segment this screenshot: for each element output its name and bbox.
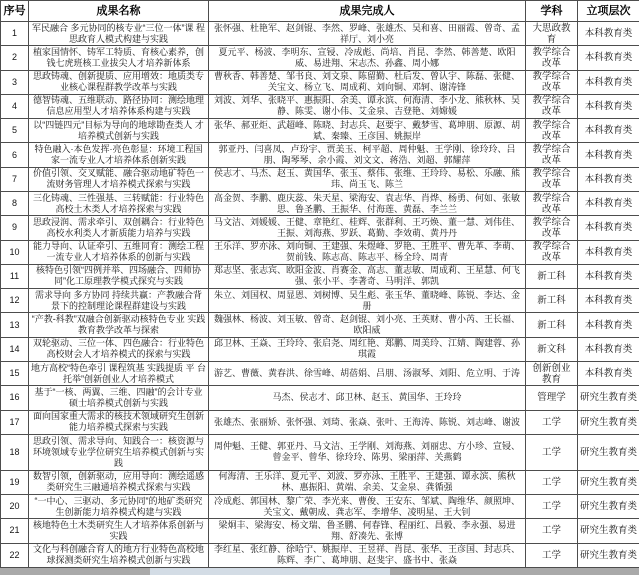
cell-level: 研究生教育类 (578, 519, 639, 543)
cell-level: 本科教育类 (578, 46, 639, 70)
table-row (1, 240, 639, 264)
cell-level: 研究生教育类 (578, 410, 639, 434)
cell-index: 3 (1, 70, 29, 94)
table-row (1, 313, 639, 337)
cell-discipline: 工学 (526, 410, 578, 434)
table-row (1, 119, 639, 143)
cell-name: 需求导向 多方协同 持续共赢：产教融合背 景下的控制理论课程群建设与实践 (29, 289, 209, 313)
cell-index: 18 (1, 434, 29, 470)
cell-index: 17 (1, 410, 29, 434)
cell-discipline: 教学综合改革 (526, 46, 578, 70)
table-row (1, 410, 639, 434)
cell-authors: 张雄杰、张丽娇、张怀强、刘琦、张焱、张叶、王海涛、陈锐、刘志峰、谢波 (209, 410, 526, 434)
table-row (1, 167, 639, 191)
cell-discipline: 教学综合改革 (526, 167, 578, 191)
cell-authors: 周仲魁、王健、郭亚丹、马文洁、王学刚、刘海燕、刘丽忠、方小珍、宣锓、曾金平、曾华、徐玲玲、陈男、梁丽萍、关燕鹤 (209, 434, 526, 470)
cell-name: 能力导向、认证牵引、五维同育：测绘工程 一流专业人才培养体系的创新与实践 (29, 240, 209, 264)
horizontal-scrollbar[interactable] (0, 568, 639, 575)
cell-name: 面向国家重大需求的核技术领域研究生创新能力培养模式探索与实践 (29, 410, 209, 434)
cell-level: 研究生教育类 (578, 470, 639, 494)
cell-level: 研究生教育类 (578, 434, 639, 470)
table-row (1, 191, 639, 215)
cell-discipline: 新工科 (526, 313, 578, 337)
table-row (1, 143, 639, 167)
cell-name: 价值引领、交叉赋能、融合驱动地矿特色一 流财务管理人才培养模式探索与实践 (29, 167, 209, 191)
cell-name: 以“四链四元”目标为导向的地球勘查类人 才培养模式创新与实践 (29, 119, 209, 143)
table-row (1, 494, 639, 518)
cell-index: 16 (1, 386, 29, 410)
table-row (1, 94, 639, 118)
cell-authors: 李红星、张红静、徐哈宁、姚振岸、王昱祥、肖昆、张华、王彦国、封志兵、陈辉、李广、葛坤朋、赵斐宇、盛书中、张焱 (209, 543, 526, 567)
cell-discipline: 工学 (526, 519, 578, 543)
table-row (1, 289, 639, 313)
column-header-level: 立项层次 (578, 1, 639, 22)
cell-authors: 刘波、刘华、张晓平、惠振阳、余美、谭永滨、何海清、李小龙、熊秋林、吴静、陈雯、谢小伟、艾金泉、吉登艳、刘嫦媛 (209, 94, 526, 118)
cell-level: 本科教育类 (578, 143, 639, 167)
cell-discipline: 大思政教育 (526, 22, 578, 46)
cell-name: 核特色引领“四例并举、四场融合、四师协 同”化工原理教学模式探究与实践 (29, 264, 209, 288)
cell-discipline: 工学 (526, 543, 578, 567)
cell-name: 文化与科创融合育人的地方行业特色高校地球探测类研究生培养模式创新与实践 (29, 543, 209, 567)
cell-authors: 王乐洋、罗亦泳、刘向铜、王建强、朱煜峰、罗艳、王胜平、曹先革、李萌、贺前钱、陈志高、陈志平、杨全玲、周青 (209, 240, 526, 264)
horizontal-scrollbar-thumb[interactable] (150, 568, 390, 575)
cell-name: 思政浸润、需求牵引、双创耦合：行业特色 高校水利类人才新质能力培养与实践 (29, 216, 209, 240)
cell-discipline: 工学 (526, 434, 578, 470)
table-row (1, 264, 639, 288)
cell-index: 13 (1, 313, 29, 337)
cell-level: 研究生教育类 (578, 543, 639, 567)
cell-discipline: 新工科 (526, 289, 578, 313)
cell-name: 基于“一核、两翼、三维、四融”的会计专业硕士培养模式创新与实践 (29, 386, 209, 410)
cell-discipline: 教学综合改革 (526, 119, 578, 143)
cell-discipline: 管理学 (526, 386, 578, 410)
cell-index: 14 (1, 337, 29, 361)
cell-authors: 梁炯丰、梁海安、杨文瑞、鲁圣鹏、何春锋、程丽红、昌毅、李永强、易进翔、舒凑先、张博 (209, 519, 526, 543)
cell-index: 6 (1, 143, 29, 167)
column-header-discipline: 学科 (526, 1, 578, 22)
cell-authors: 郑志坚、张志宾、欧阳金波、肖赛金、高志、董志敏、周成莉、王星慧、何飞强、张小平、李著奇、马明洋、郭凯 (209, 264, 526, 288)
cell-index: 15 (1, 361, 29, 385)
cell-level: 本科教育类 (578, 240, 639, 264)
cell-name: 思政铸魂、创新提质、应用增效：地质类专 业核心课程群教学改革与实践 (29, 70, 209, 94)
table-row (1, 22, 639, 46)
cell-authors: 张怀强、杜艳军、赵剑锟、李然、罗峰、张雄杰、吴和喜、田丽霞、曾奇、孟祥厅、刘小亮 (209, 22, 526, 46)
cell-level: 本科教育类 (578, 264, 639, 288)
cell-name: 核地特色土木类研究生人才培养体系创新与实践 (29, 519, 209, 543)
cell-discipline: 新文科 (526, 337, 578, 361)
cell-authors: 何海清、王乐洋、夏元平、刘波、罗亦泳、王胜平、王建强、谭永滨、熊秋林、惠振阳、黄端、余美、艾金泉、龚循强 (209, 470, 526, 494)
table-row (1, 519, 639, 543)
cell-level: 本科教育类 (578, 361, 639, 385)
table-row (1, 434, 639, 470)
cell-index: 7 (1, 167, 29, 191)
cell-discipline: 教学综合改革 (526, 191, 578, 215)
cell-authors: 朱立、刘国权、周显恩、刘树博、吴生彪、张玉华、董晓峰、陈锐、李达、金册 (209, 289, 526, 313)
cell-level: 本科教育类 (578, 313, 639, 337)
cell-discipline: 教学综合改革 (526, 216, 578, 240)
cell-index: 9 (1, 216, 29, 240)
cell-level: 本科教育类 (578, 167, 639, 191)
cell-authors: 张华、郝亚炬、武超峰、陈晓、封志兵、赵要宇、戴梦雪、葛坤朋、原源、胡斌、秦臻、王彦国、姚振岸 (209, 119, 526, 143)
table-row (1, 361, 639, 385)
cell-name: “一中心、三驱动、多元协同”的地矿类研究生创新能力培养模式构建与实践 (29, 494, 209, 518)
cell-name: 思政引领、需求导向、知践合一：核资源与环境领域专业学位研究生培养模式创新与实践 (29, 434, 209, 470)
cell-index: 12 (1, 289, 29, 313)
cell-authors: 邱卫林、王焱、王玲玲、张启尧、周红艳、郑鹏、周美玲、江婧、陶建蓉、孙琪霞 (209, 337, 526, 361)
cell-index: 4 (1, 94, 29, 118)
cell-index: 11 (1, 264, 29, 288)
cell-discipline: 教学综合改革 (526, 143, 578, 167)
cell-authors: 马文洁、刘媛媛、王健、章艳红、桂辉、张群利、王巧焕、董一慧、刘伟佳、王振、刘海燕、罗跃、葛勤、李效萌、黄丹丹 (209, 216, 526, 240)
table-row (1, 470, 639, 494)
cell-index: 8 (1, 191, 29, 215)
cell-name: “产教-科教”双融合创新驱动核特色专业 实践教育教学改革与探索 (29, 313, 209, 337)
cell-level: 研究生教育类 (578, 386, 639, 410)
cell-level: 本科教育类 (578, 216, 639, 240)
cell-authors: 曹秋香、韩善楚、邹书良、刘文泉、陈留勤、杜后发、曾认宇、陈磊、张健、关宝文、杨立飞、周成莉、刘向铜、邓轲、谢涛锋 (209, 70, 526, 94)
cell-name: 军民融合 多元协同的核专业“三位一体”课 程思政育人模式构建与实践 (29, 22, 209, 46)
column-header-name: 成果名称 (29, 1, 209, 22)
header-row (1, 1, 639, 22)
cell-level: 研究生教育类 (578, 494, 639, 518)
cell-name: 双轮驱动、三位一体、四色融合：行业特色 高校财会人才培养模式的探索与实践 (29, 337, 209, 361)
cell-authors: 冷成彪、郭国林、黎广荣、李光来、曹俊、王安东、邹斌、陶维华、颜照坤、关宝文、戴朝成、龚志军、李增华、凌明星、王大钊 (209, 494, 526, 518)
table-row (1, 386, 639, 410)
cell-level: 本科教育类 (578, 337, 639, 361)
cell-level: 本科教育类 (578, 191, 639, 215)
cell-name: 德智铸魂、五维联动、路径协同：测绘地理 信息应用型人才培养体系构建与实践 (29, 94, 209, 118)
cell-name: 数智引领，创新驱动，应用导向：测绘遥感类研究生三融通培养模式探索与实践 (29, 470, 209, 494)
cell-authors: 高金贺、李鹏、鹿庆蕊、朱天星、梁海安、袁志华、肖烨、杨勇、何如、张敏思、鲁圣鹏、王振华、付海莲、黄磊、李兰兰 (209, 191, 526, 215)
cell-authors: 游艺、曹薇、黄春洪、徐雪峰、胡蓓娟、吕朋、汤淑琴、刘阳、危立明、于涛 (209, 361, 526, 385)
cell-index: 1 (1, 22, 29, 46)
cell-authors: 侯志才、马杰、赵玉、黄国华、张玉、蔡伟、张维、王玲玲、易松、乐融、熊玮、尚玉飞、陈兰 (209, 167, 526, 191)
cell-level: 本科教育类 (578, 22, 639, 46)
cell-index: 5 (1, 119, 29, 143)
cell-discipline: 教学综合改革 (526, 70, 578, 94)
table-body (1, 22, 639, 568)
cell-index: 20 (1, 494, 29, 518)
table-row (1, 70, 639, 94)
cell-level: 本科教育类 (578, 289, 639, 313)
table-row (1, 543, 639, 567)
cell-authors: 夏元平、杨波、李明东、宣锓、冷成彪、尚培、肖昆、李然、韩善楚、欧阳威、易进翔、宋志杰、孙鑫、周小娜 (209, 46, 526, 70)
table-row (1, 216, 639, 240)
cell-name: 地方高校“特色牵引 课程筑基 实践提质 平 台托举”创新创业人才培养模式 (29, 361, 209, 385)
column-header-index: 序号 (1, 1, 29, 22)
cell-name: 植家国情怀、铸军工特质、育核心素养，创 钱七虎班核工业拔尖人才培养新体系 (29, 46, 209, 70)
cell-discipline: 教学综合改革 (526, 240, 578, 264)
cell-discipline: 创新创业教育 (526, 361, 578, 385)
cell-discipline: 教学综合改革 (526, 94, 578, 118)
table-row (1, 337, 639, 361)
cell-name: 特色融入·本色发挥·亮色彰显：环境工程国 家一流专业人才培养体系创新实践 (29, 143, 209, 167)
cell-level: 本科教育类 (578, 94, 639, 118)
cell-index: 10 (1, 240, 29, 264)
cell-discipline: 新工科 (526, 264, 578, 288)
cell-name: 三化铸魂、三性强基、三转赋能：行业特色 高校土木类人才培养探索与实践 (29, 191, 209, 215)
cell-level: 本科教育类 (578, 70, 639, 94)
table-row (1, 46, 639, 70)
cell-index: 22 (1, 543, 29, 567)
column-header-authors: 成果完成人 (209, 1, 526, 22)
cell-index: 19 (1, 470, 29, 494)
cell-index: 21 (1, 519, 29, 543)
cell-authors: 郭亚丹、闫喜凤、卢玢宇、贾美玉、柯平超、周仲魁、王学刚、徐玲玲、吕朋、陶琴琴、余小霞、刘文文、蒋浩、刘超、郭耀萍 (209, 143, 526, 167)
cell-discipline: 工学 (526, 494, 578, 518)
cell-index: 2 (1, 46, 29, 70)
cell-authors: 魏强林、杨波、刘玉敏、曾奇、赵剑锟、刘小亮、王英财、曹小芮、王长福、欧阳威 (209, 313, 526, 337)
cell-discipline: 工学 (526, 470, 578, 494)
cell-level: 本科教育类 (578, 119, 639, 143)
cell-authors: 马杰、侯志才、邱卫林、赵玉、黄国华、王玲玲 (209, 386, 526, 410)
